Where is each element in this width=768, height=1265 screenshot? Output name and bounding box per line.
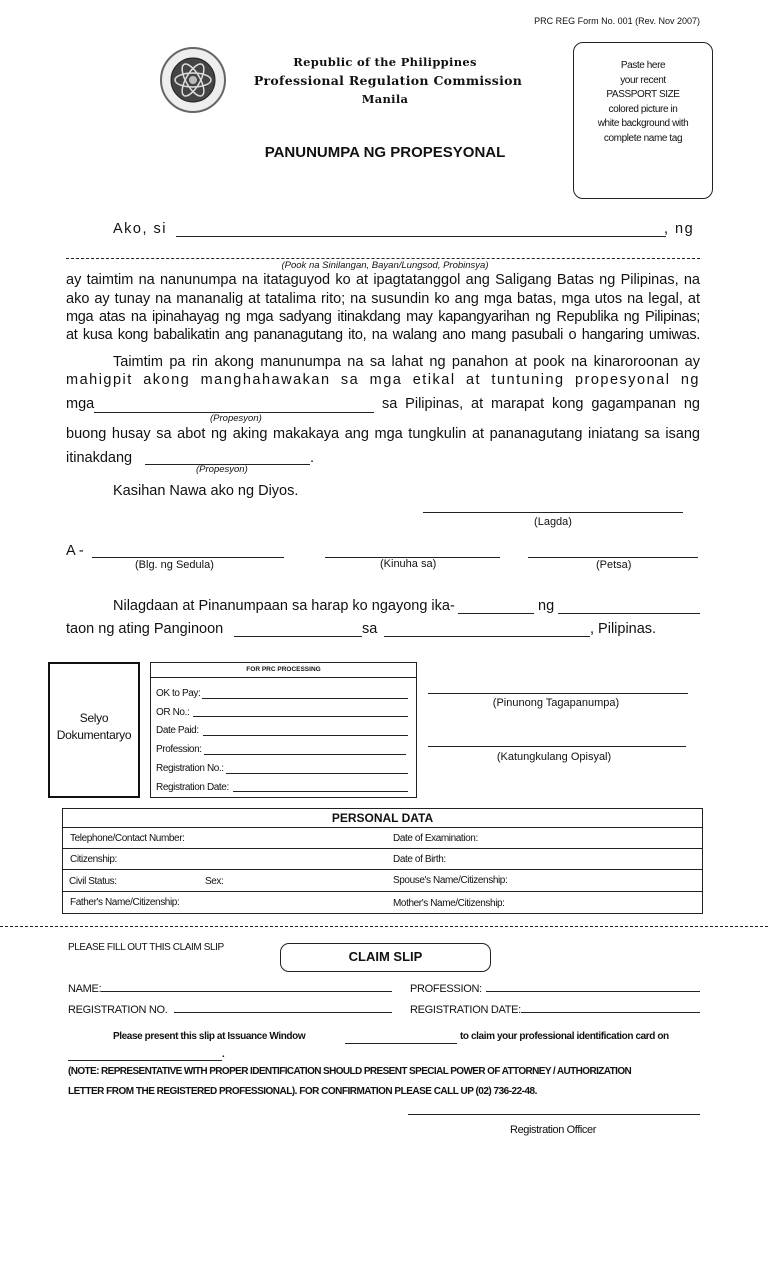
personal-data-table [62,808,703,914]
year-blank[interactable] [234,636,362,637]
personal-data-header: PERSONAL DATA [331,811,434,825]
birthplace-caption: (Pook na Sinilangan, Bayan/Lungsod, Probinsya) [281,260,489,271]
header-republic: Republic of the Philippines [293,55,477,69]
kinuha-caption: (Kinuha sa) [380,558,437,570]
registration-no-field[interactable] [156,760,408,779]
selyo-box [48,662,140,798]
table-row [63,869,702,892]
table-row [63,891,702,915]
telephone-field[interactable]: Telephone/Contact Number: [70,833,185,844]
sex-field[interactable]: Sex: [205,876,224,887]
date-of-exam-field[interactable]: Date of Examination: [393,833,478,844]
photo-instruction: colored picture in [608,103,678,115]
claim-profession-field[interactable] [410,983,700,995]
present-text-2: to claim your professional identification card on [460,1031,669,1042]
field-label: NAME: [68,983,102,995]
profession-caption-2: (Propesyon) [196,464,248,475]
administering-officer-caption: (Pinunong Tagapanumpa) [492,697,620,709]
official-position-caption: (Katungkulang Opisyal) [496,751,612,763]
table-row [63,827,702,849]
signature-caption: (Lagda) [534,516,572,528]
field-label: OR No.: [156,706,190,718]
field-label: Date Paid: [156,725,199,737]
note-line: LETTER FROM THE REGISTERED PROFESSIONAL). FOR CONFIRMATION PLEASE CALL UP (02) 736-22-48. [68,1086,537,1097]
form-number: PRC REG Form No. 001 (Rev. Nov 2007) [534,16,700,26]
header-commission: Professional Regulation Commission [253,73,523,88]
oath-itinakdang: itinakdang [66,450,133,466]
citizenship-field[interactable]: Citizenship: [70,854,117,865]
photo-instruction: white background with [597,118,689,129]
prc-processing-box [150,662,417,798]
pilipinas-text: , Pilipinas. [590,621,657,637]
present-text: Please present this slip at Issuance Window [113,1031,306,1042]
birthplace-blank[interactable] [66,258,700,259]
cut-line [0,926,768,927]
date-paid-field[interactable] [156,722,408,741]
civil-status-field[interactable]: Civil Status: [69,876,117,887]
note-line: (NOTE: REPRESENTATIVE WITH PROPER IDENTIFICATION SHOULD PRESENT SPECIAL POWER OF ATTORNEY / AUTHORIZATION [68,1066,632,1077]
field-label: Profession: [156,744,202,756]
prc-seal-logo [159,46,227,114]
table-row [63,848,702,870]
ok-to-pay-field[interactable] [156,685,408,704]
month-blank[interactable] [558,613,700,614]
photo-instruction: Paste here [620,60,666,71]
photo-instruction: complete name tag [603,132,683,144]
oath-line: sa Pilipinas, at marapat kong gagampanan ng [382,396,700,412]
officer-signature-blank[interactable] [408,1114,700,1115]
kasihan-text: Kasihan Nawa ako ng Diyos. [113,483,299,499]
officer-caption: Registration Officer [510,1124,596,1136]
signature-blank[interactable] [423,512,683,513]
administering-officer-blank[interactable] [428,693,688,694]
issuance-window-blank[interactable] [345,1043,457,1044]
oath-line: at kusa kong babalikatin ang pananagutang ito, na walang ano mang pasubali o hangaring umiwas. [66,327,700,343]
photo-instruction: PASSPORT SIZE [606,89,680,100]
cedula-prefix: A - [66,543,84,559]
oath-line: mahigpit akong manghahawakan sa mga etikal at tuntuning propesyonal ng [66,372,700,388]
period: . [222,1049,225,1060]
date-of-birth-field[interactable]: Date of Birth: [393,854,446,865]
selyo-label: Selyo [79,711,109,725]
claim-name-field[interactable] [68,983,392,995]
cedula-caption: (Blg. ng Sedula) [135,559,214,571]
claim-slip-instruction: PLEASE FILL OUT THIS CLAIM SLIP [68,942,224,953]
ako-si-label: Ako, si [113,221,168,237]
claim-reg-date-field[interactable] [410,1004,700,1016]
place-blank[interactable] [384,636,590,637]
field-label: REGISTRATION NO. [68,1004,168,1016]
field-label: PROFESSION: [410,983,482,995]
mother-field[interactable]: Mother's Name/Citizenship: [393,898,505,909]
field-label: Registration No.: [156,762,224,774]
oath-line: Taimtim pa rin akong manunumpa na sa lahat ng panahon at pook na kinaroroonan ay [113,354,700,370]
cedula-blank[interactable] [92,557,284,558]
name-blank[interactable] [176,236,666,237]
spouse-field[interactable]: Spouse's Name/Citizenship: [393,875,508,886]
registration-date-field[interactable] [156,779,408,798]
oath-line: buong husay sa abot ng aking makakaya ang mga tungkulin at pananagutang iniatang sa isang [66,426,700,442]
selyo-label: Dokumentaryo [56,728,132,742]
field-label: REGISTRATION DATE: [410,1004,521,1016]
nilagdaan-text: Nilagdaan at Pinanumpaan sa harap ko ngayong ika- [113,598,455,614]
page-title: PANUNUMPA NG PROPESYONAL [264,144,506,161]
ng-label: , ng [664,221,695,237]
father-field[interactable]: Father's Name/Citizenship: [70,897,180,908]
oath-line: mga atas na ipinahayag ng mga sadyang itinakdang may kapangyarihan ng Republika ng Pilipinas; [66,309,700,325]
field-label: OK to Pay: [156,688,201,699]
profession-caption: (Propesyon) [210,413,262,424]
claim-date-blank[interactable] [68,1060,222,1061]
oath-line: ay taimtim na nanunumpa na itataguyod ko at ipagtatanggol ang Saligang Batas ng Pilipinas, na [66,272,700,288]
official-position-blank[interactable] [428,746,686,747]
or-no-field[interactable] [156,704,408,723]
photo-instruction: your recent [620,74,666,86]
header-city: Manila [361,92,409,106]
taon-text: taon ng ating Panginoon [66,621,224,637]
oath-mga: mga [66,396,95,412]
oath-line: ako ay tunay na mananalig at tatalima rito; na susundin ko ang mga batas, mga utos na legal, at [66,291,700,307]
petsa-blank[interactable] [528,557,698,558]
ng-text: ng [538,598,555,614]
period: . [310,450,315,466]
prc-processing-header: FOR PRC PROCESSING [151,663,416,678]
field-label: Registration Date: [156,781,229,793]
sa-text: sa [362,621,378,637]
day-blank[interactable] [458,613,534,614]
claim-slip-title: CLAIM SLIP [280,943,491,972]
claim-reg-no-field[interactable] [68,1004,392,1016]
profession-field[interactable] [156,741,408,760]
petsa-caption: (Petsa) [596,559,632,571]
photo-box [573,42,713,199]
